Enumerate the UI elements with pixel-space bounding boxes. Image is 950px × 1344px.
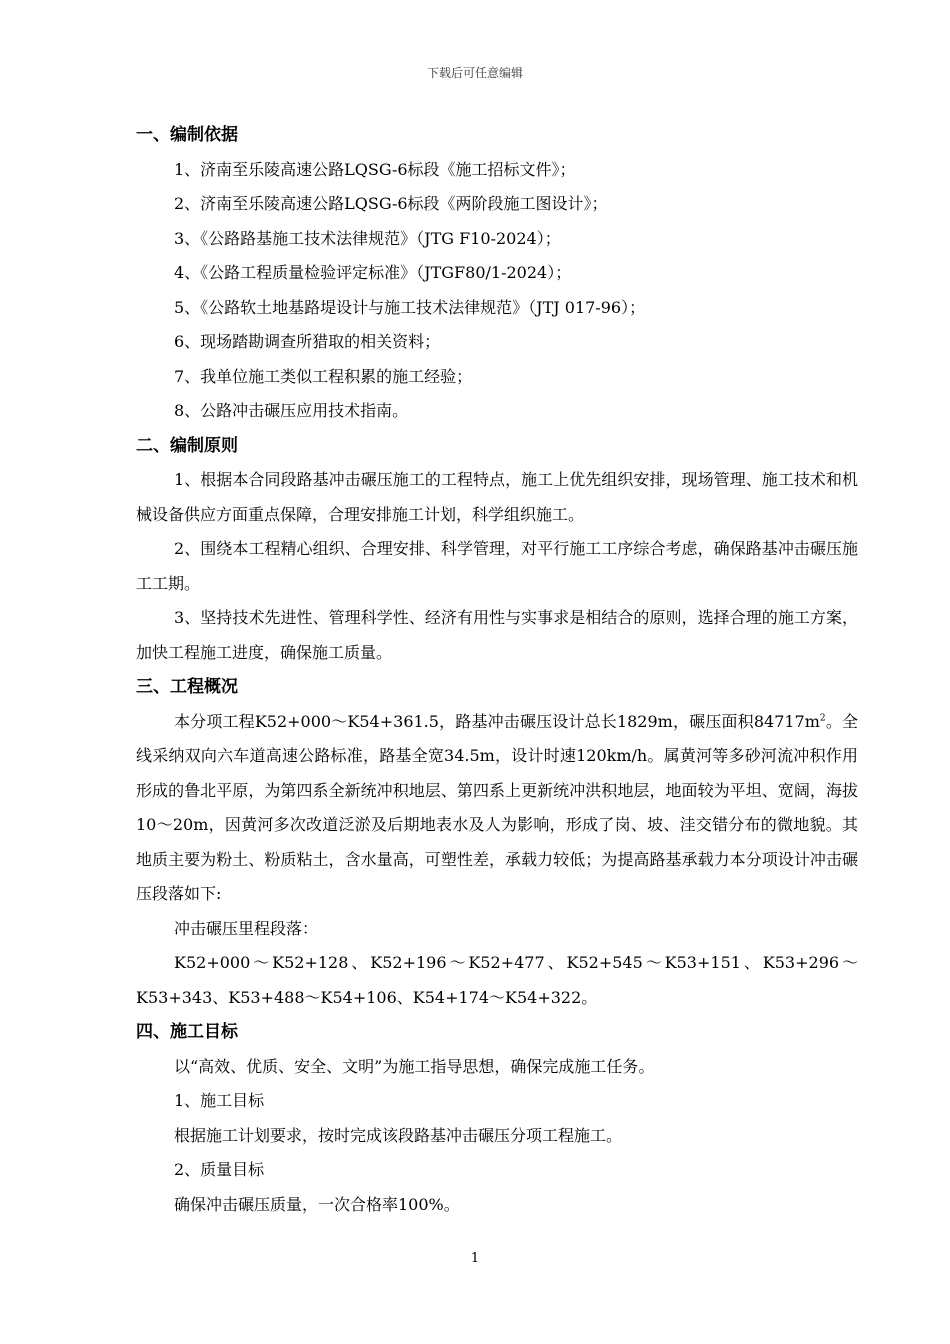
list-item: 3、《公路路基施工技术法律规范》（JTG F10-2024）；: [174, 228, 561, 248]
paragraph: 2、围绕本工程精心组织、合理安排、科学管理，对平行施工工序综合考虑，确保路基冲击碾压施工工期。: [136, 539, 858, 593]
superscript: 2: [819, 713, 826, 724]
document-body: [136, 118, 858, 1222]
list-item: 2、济南至乐陵高速公路LQSG-6标段《两阶段施工图设计》；: [174, 194, 608, 213]
paragraph: 3、坚持技术先进性、管理科学性、经济有用性与实事求是相结合的原则，选择合理的施工方案，加快工程施工进度，确保施工质量。: [136, 608, 858, 662]
list-item: 8、公路冲击碾压应用技术指南。: [174, 401, 409, 420]
section-heading-principles: 二、编制原则: [136, 435, 238, 456]
goal-title: 2、质量目标: [174, 1160, 265, 1179]
list-item: 1、济南至乐陵高速公路LQSG-6标段《施工招标文件》；: [174, 159, 576, 179]
segments-list: K52+000～K52+128、K52+196～K52+477、K52+545～K53+151、K53+296～K53+343、K53+488～K54+106、K54+174～K54+322。: [136, 953, 858, 1007]
overview-paragraph: [136, 705, 858, 912]
list-item: 4、《公路工程质量检验评定标准》（JTGF80/1-2024）；: [174, 263, 572, 282]
goal-text: 确保冲击碾压质量，一次合格率100%。: [174, 1194, 460, 1214]
overview-text-b: 。全线采纳双向六车道高速公路标准，路基全宽34.5m，设计时速120km/h。属黄河等多砂河流冲积作用形成的鲁北平原，为第四系全新统冲积地层、第四系上更新统冲洪积地层，地面较为平坦、宽阔，海拔10～20m，因黄河多次改道泛淤及后期地表水及人为影响，形成了岗、坡、洼交错分布的微地貌。其地质主要为粉土、粉质粘土，含水量高，可塑性差，承载力较低；为提高路基承载力本分项设计冲击碾压段落如下:: [136, 711, 858, 903]
goal-title: 1、施工目标: [174, 1091, 265, 1110]
list-item: 6、现场踏勘调查所猎取的相关资料；: [174, 332, 441, 351]
page-header: 下载后可任意编辑: [426, 66, 523, 80]
segments-label: 冲击碾压里程段落：: [174, 918, 319, 938]
list-item: 7、我单位施工类似工程积累的施工经验；: [174, 366, 473, 386]
paragraph: 1、根据本合同段路基冲击碾压施工的工程特点，施工上优先组织安排，现场管理、施工技术和机械设备供应方面重点保障，合理安排施工计划，科学组织施工。: [136, 470, 858, 524]
section-heading-goals: 四、施工目标: [136, 1022, 238, 1042]
page-number: 1: [470, 1251, 480, 1266]
overview-text-a: 本分项工程K52+000～K54+361.5，路基冲击碾压设计总长1829m，碾压面积84717m: [174, 711, 820, 731]
section-heading-overview: 三、工程概况: [136, 677, 238, 697]
list-item: 5、《公路软土地基路堤设计与施工技术法律规范》（JTJ 017-96）；: [174, 297, 646, 317]
section-heading-basis: 一、编制依据: [136, 125, 238, 145]
goal-text: 根据施工计划要求，按时完成该段路基冲击碾压分项工程施工。: [174, 1125, 623, 1145]
goals-intro: 以“高效、优质、安全、文明”为施工指导思想，确保完成施工任务。: [174, 1056, 655, 1076]
